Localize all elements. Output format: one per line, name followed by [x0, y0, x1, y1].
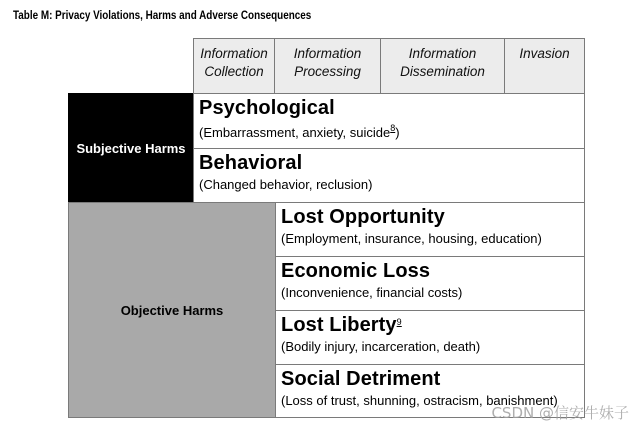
watermark: CSDN @信安牛妹子	[491, 404, 629, 422]
header-line2: Collection	[204, 64, 264, 79]
header-line2: Dissemination	[400, 64, 485, 79]
harm-description: (Changed behavior, reclusion)	[199, 177, 373, 192]
harm-title: Lost Opportunity	[281, 206, 445, 228]
table-caption: Table M: Privacy Violations, Harms and Adverse Consequences	[13, 10, 312, 22]
harm-title-text: Lost Liberty	[281, 314, 397, 336]
header-invasion	[504, 38, 585, 94]
harm-row-psychological	[193, 93, 585, 149]
harm-description: (Loss of trust, shunning, ostracism, banishment)	[281, 393, 558, 408]
harm-title: Economic Loss	[281, 260, 431, 282]
footnote-ref: 8	[390, 123, 396, 133]
harm-title: Behavioral	[199, 152, 303, 174]
header-line1: Invasion	[519, 46, 570, 61]
header-information-dissemination	[380, 38, 505, 94]
harm-row-behavioral	[193, 148, 585, 203]
subjective-harms-text: Subjective Harms	[76, 140, 186, 156]
harm-row-economic-loss	[275, 256, 585, 311]
header-line2: Processing	[294, 64, 361, 79]
harm-title: Psychological	[199, 97, 335, 119]
harm-description: (Employment, insurance, housing, education)	[281, 231, 542, 246]
objective-harms-label	[68, 202, 276, 418]
footnote-ref: 9	[396, 317, 402, 327]
header-information-collection	[193, 38, 275, 94]
harm-description	[199, 123, 584, 141]
header-line1: Information	[200, 46, 268, 61]
objective-harms-text: Objective Harms	[120, 302, 224, 318]
header-line1: Information	[408, 46, 477, 61]
harm-title	[281, 314, 584, 337]
harm-description: (Inconvenience, financial costs)	[281, 285, 463, 300]
subjective-harms-label	[68, 93, 194, 203]
harm-row-lost-liberty	[275, 310, 585, 365]
harm-row-lost-opportunity	[275, 202, 585, 257]
harm-title: Social Detriment	[281, 368, 441, 390]
harm-description-end: )	[395, 125, 400, 140]
harm-description: (Bodily injury, incarceration, death)	[281, 339, 481, 354]
header-line1: Information	[293, 46, 362, 61]
harm-description-text: (Embarrassment, anxiety, suicide	[199, 125, 391, 140]
header-information-processing	[274, 38, 381, 94]
